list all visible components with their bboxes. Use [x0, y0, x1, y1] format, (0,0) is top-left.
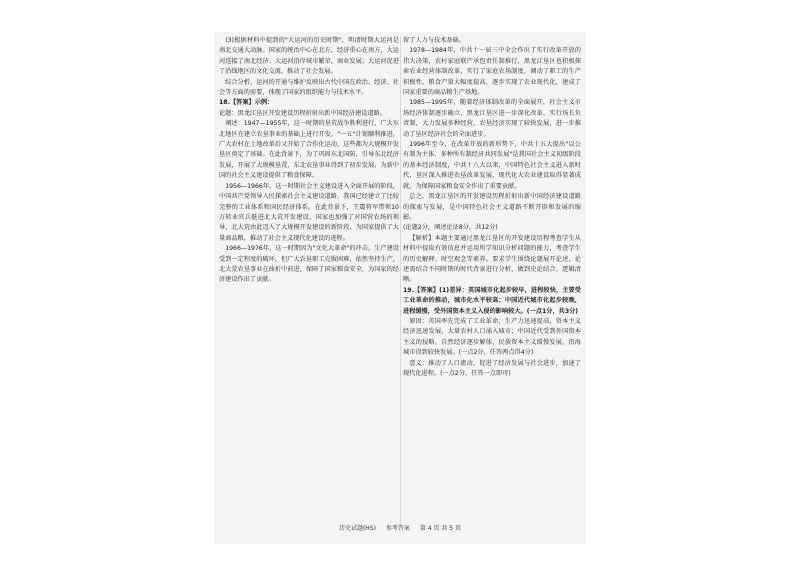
- answer-column-right: [403, 36, 581, 532]
- paragraph: 1978—1984年，中共十一届三中全会作出了实行改革开放的伟大决策，农村家庭联产承包责任制推行，黑龙江垦区也积极探索农业经营体制改革，实行了家庭农场制度，调动了职工的生产积极性，粮食产量大幅度提高，逐步实现了农业现代化，建成了国家重要的商品粮生产基地。: [403, 47, 581, 97]
- paragraph: 综合分析，运河的开通与维护反映出古代中国在政治、经济、社会等方面的需要，体现了国家的组织能力与技术水平。: [219, 78, 399, 97]
- paragraph-analysis: 【解析】本题主要通过黑龙江垦区的开发建设历程考查学生从材料中提取有效信息并运用所学知识分析问题的能力，考查学生的历史解释、时空观念等素养。要求学生围绕论题展开论述，论述需结合不同时期的时代背景进行分析，做到史论结合、逻辑清晰。: [403, 234, 581, 284]
- paragraph: 意义：推动了人口流动，促进了经济发展与社会进步，加速了现代化进程。(一点2分，任答一点即可): [403, 359, 581, 377]
- paragraph: (3)根据材料中提到的"大运河的历史时期"，明清时期大运河是南北交通大动脉。国家的统治中心在北方，经济重心在南方，大运河连接了南北经济；大运河沿岸城市繁荣，商业发展；大运河促进了沿线地区的文化交流，推动了社会发展。: [219, 37, 399, 76]
- paragraph-thesis: 论题：黑龙江垦区开发建设历程折射出新中国经济建设道路。: [219, 109, 387, 117]
- paragraph: 原因：英国率先完成了工业革命，生产力迅速提高，资本主义经济迅速发展，大量农村人口涌入城市；中国近代受到外国资本主义的侵略，自然经济逐步解体，民族资本主义缓慢发展，沿海城市得到较快发展。(一点2分，任答两点得4分): [403, 317, 581, 357]
- footer-page-number: 第 4 页 共 5 页: [419, 525, 462, 532]
- paragraph: 总之，黑龙江垦区的开发建设历程折射出新中国经济建设道路的探索与发展，是中国特色社会主义道路不断开辟和发展的缩影。: [403, 193, 581, 221]
- scoring-note: (论题2分，阐述论证8分，共12分): [403, 224, 498, 232]
- paragraph: 1996年至今，在改革开放的新形势下，中共十五大提出"以公有制为主体、多种所有制经济共同发展"是我国社会主义初级阶段的基本经济制度，中共十八大以来，中国特色社会主义进入新时代，垦区深入推进农垦改革发展，现代化大农业建设取得显著成就，为保障国家粮食安全作出了重要贡献。: [403, 141, 581, 190]
- question-19-answer: 19.【答案】(1)差异：英国城市化起步较早，进程较快，主要受工业革命的推动，城市化水平较高；中国近代城市化起步较晚，进程缓慢，受外国资本主义入侵的影响较大。(一点1分，共3分): [403, 286, 581, 315]
- paragraph: 留了人力与技术基础。: [403, 37, 465, 44]
- paragraph: 1985—1995年，随着经济体制改革的全面展开，社会主义市场经济体制逐步确立，黑龙江垦区进一步深化改革，实行场长负责制，大力发展多种经营，农垦经济实现了较快发展，进一步推动了垦区经济社会的全面进步。: [403, 99, 581, 138]
- footer-label: 参考答案: [385, 525, 410, 532]
- question-18-answer-heading: 18.【答案】示例：: [219, 99, 274, 107]
- footer-title: 历史试题(HS): [338, 525, 376, 532]
- answer-column-left: [219, 36, 399, 532]
- paragraph: 阐述：1947—1955年，这一时期的垦荒战争胜利进行，广大东北地区在建立农垦事业的基础上进行开发，"一五"计划顺利推进，广大农村在土地改革后又开始了合作化运动，这些都为大规模开发垦区奠定了基础。在此背景下，为了巩固东北国防，引导东北经济发展，开展了大规模垦荒，东北农垦事业得到了初步发展，为新中国的社会主义建设提供了粮食保障。: [219, 120, 399, 180]
- paragraph: 1956—1966年，这一时期社会主义建设进入全面开展的阶段，中国共产党领导人民探索社会主义建设道路，我国已经建立了比较完整的工业体系和国民经济体系。在此背景下，王震将军带领10万转业官兵挺进北大荒开发建设，国家也加强了对国营农场的领导，北大荒由此迈入了大规模开发建设的新阶段，为国家提供了大量商品粮，推动了社会主义现代化建设的进程。: [219, 182, 399, 242]
- page-footer: [214, 523, 586, 532]
- column-divider: [400, 36, 401, 526]
- paragraph: 1966—1976年，这一时期因为"文化大革命"的冲击，生产建设受到一定程度的破坏，但广大农垦职工克服困难，依然坚持生产，北大荒农垦事业在曲折中前进，保障了国家粮食安全，为国家的经济建设作出了贡献。: [219, 245, 399, 284]
